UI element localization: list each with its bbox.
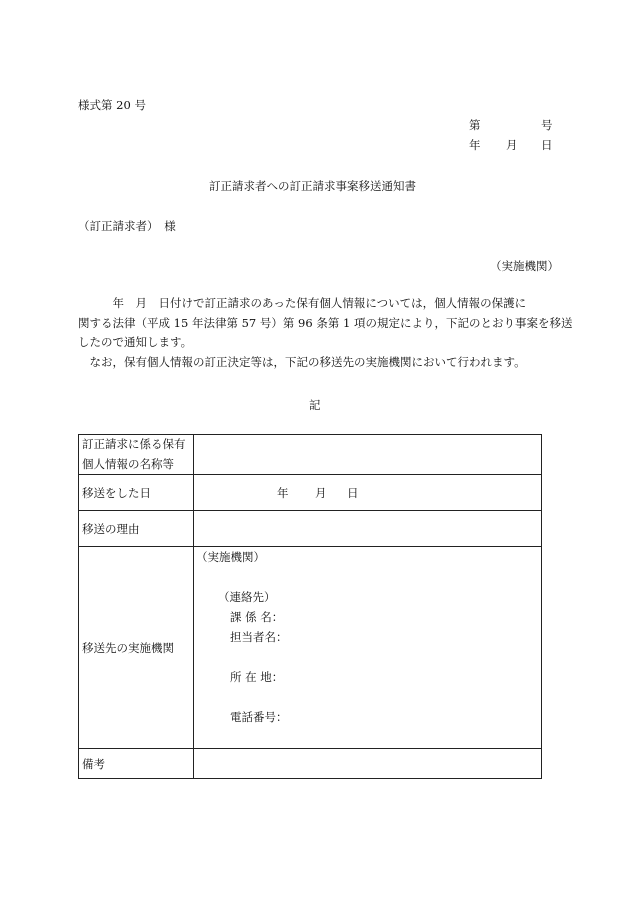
value-transfer-reason[interactable] xyxy=(194,511,542,547)
table-row-document-name xyxy=(79,435,542,475)
table-row-destination xyxy=(79,547,542,749)
label-remarks: 備考 xyxy=(79,749,194,779)
transfer-month: 月 xyxy=(315,485,327,500)
table-row-transfer-reason xyxy=(79,511,542,547)
contact-address: 所 在 地： xyxy=(230,670,284,684)
value-remarks[interactable] xyxy=(194,749,542,779)
form-number: 様式第 20 号 xyxy=(78,98,146,112)
label-destination-agency: 移送先の実施機関 xyxy=(79,547,194,749)
date-month: 月 xyxy=(506,138,518,152)
date-year: 年 xyxy=(469,138,481,152)
document-number-prefix: 第 xyxy=(469,118,481,132)
transfer-year: 年 xyxy=(277,485,289,500)
body-text xyxy=(78,294,573,372)
label-transfer-reason: 移送の理由 xyxy=(79,511,194,547)
contact-phone: 電話番号： xyxy=(230,710,288,724)
body-line-1: 年 月 日付けで訂正請求のあった保有個人情報については，個人情報の保護に xyxy=(78,296,527,310)
sender-agency: （実施機関） xyxy=(490,259,559,273)
destination-agency: （実施機関） xyxy=(196,550,265,564)
body-line-3: したので通知します。 xyxy=(78,335,193,349)
body-line-4: なお，保有個人情報の訂正決定等は，下記の移送先の実施機関において行われます。 xyxy=(78,354,526,369)
date-day: 日 xyxy=(541,138,553,152)
contact-heading: （連絡先） xyxy=(218,590,276,604)
details-table xyxy=(78,434,542,779)
value-transfer-date[interactable] xyxy=(194,475,542,511)
transfer-day: 日 xyxy=(347,485,359,500)
label-transfer-date: 移送をした日 xyxy=(79,475,194,511)
body-line-2: 関する法律（平成 15 年法律第 57 号）第 96 条第 1 項の規定により，下記のとおり事案を移送 xyxy=(78,315,573,330)
value-destination-agency[interactable] xyxy=(194,547,542,749)
label-document-name: 訂正請求に係る保有 個人情報の名称等 xyxy=(79,435,194,475)
table-row-remarks xyxy=(79,749,542,779)
ki-heading: 記 xyxy=(309,398,321,412)
table-row-transfer-date xyxy=(79,475,542,511)
value-document-name[interactable] xyxy=(194,435,542,475)
document-number-suffix: 号 xyxy=(541,118,553,132)
contact-section: 課 係 名： xyxy=(230,610,284,624)
addressee: （訂正請求者） 様 xyxy=(78,219,176,233)
contact-person: 担当者名： xyxy=(230,630,288,644)
document-title: 訂正請求者への訂正請求事案移送通知書 xyxy=(209,179,416,193)
